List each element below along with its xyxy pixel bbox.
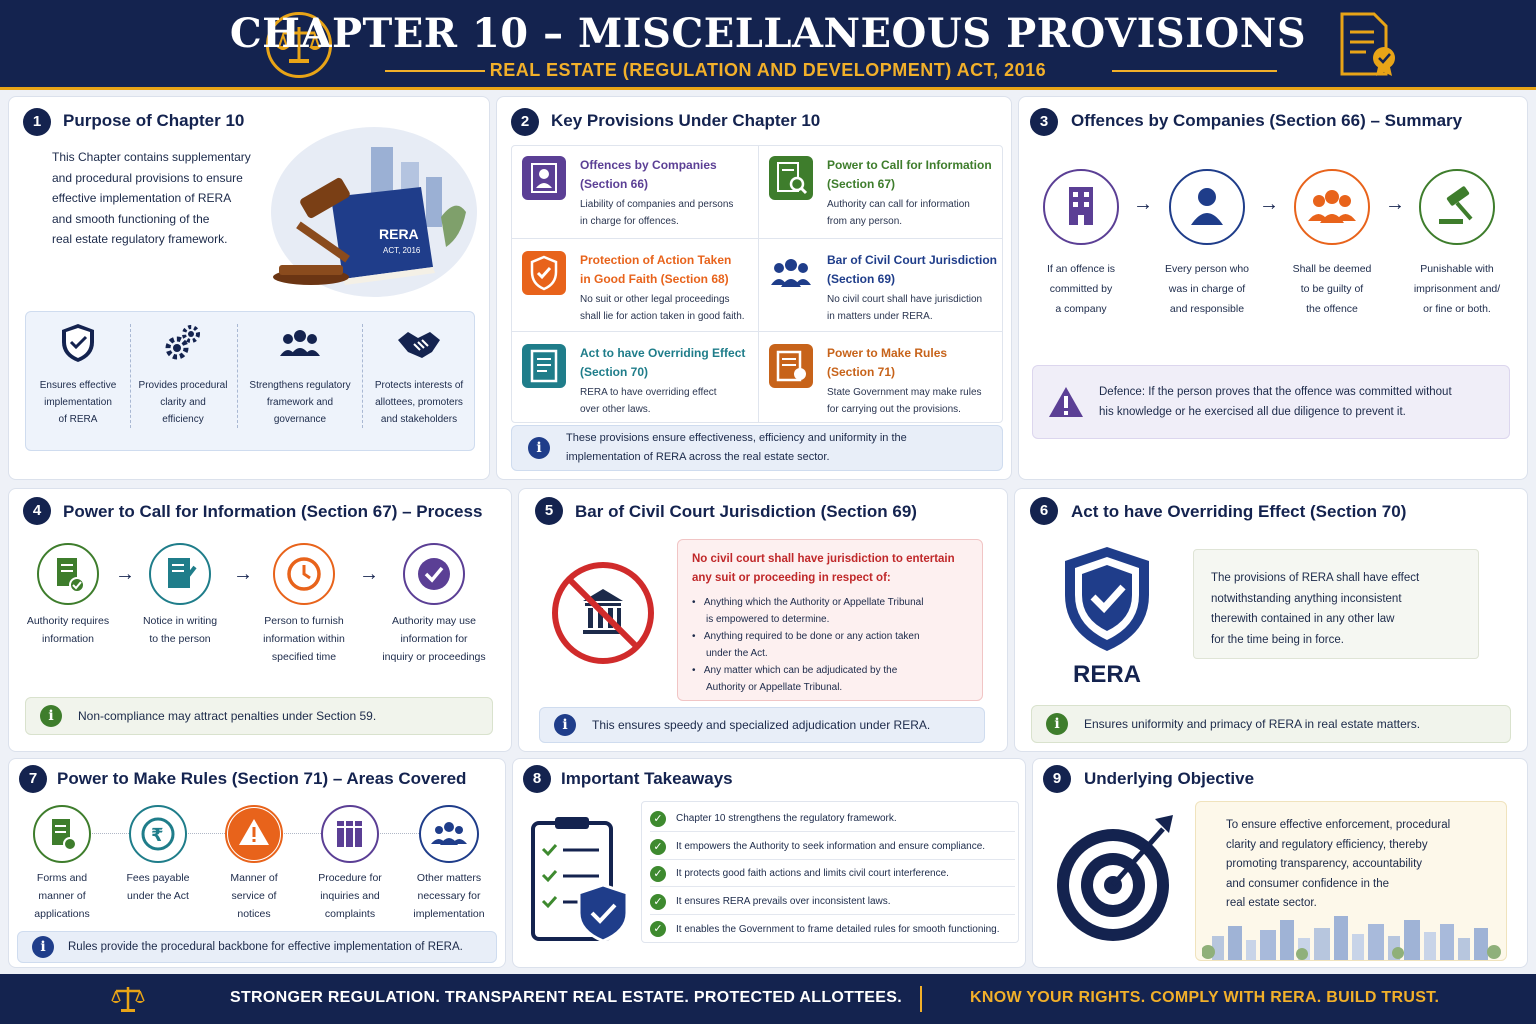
provisions-note: i These provisions ensure effectiveness, efficiency and uniformity in the implementation of RERA across the real estate sector. — [511, 425, 1003, 471]
section-title: Bar of Civil Court Jurisdiction (Section 69) — [575, 502, 917, 521]
takeaway-item: ✓ Chapter 10 strengthens the regulatory framework. — [650, 806, 1015, 832]
section-title: Important Takeaways — [561, 769, 733, 788]
svg-text:RERA: RERA — [379, 226, 419, 242]
check-icon: ✓ — [650, 921, 666, 937]
arrow-icon: → — [359, 563, 379, 585]
gavel-icon — [1419, 169, 1495, 245]
jurisdiction-box: No civil court shall have jurisdiction to entertain any suit or proceeding in respect of: • Anything which the Authority or Appellate Tribunal is empowered to determine. • Anything required to be done or any action taken under the Act. • Any matter which can be adjudicated by the Authority or Appellate Tribunal. — [677, 539, 983, 701]
purpose-text: This Chapter contains supplementary and procedural provisions to ensure effective implementation of RERA and smooth functioning of the real estate regulatory framework. — [52, 150, 251, 246]
step-text: Notice in writing to the person — [142, 615, 218, 645]
step-text: If an offence is committed by a company — [1046, 263, 1116, 315]
provision-civil-court: Bar of Civil Court Jurisdiction (Section 69) No civil court shall have jurisdiction in matters under RERA. — [759, 241, 1006, 331]
form-icon — [33, 805, 91, 863]
section-number: 7 — [19, 765, 47, 793]
adjudication-note: i This ensures speedy and specialized adjudication under RERA. — [539, 707, 985, 743]
step-text: Authority may use information for inquiry or proceedings — [382, 615, 486, 663]
rules-document-icon — [769, 344, 813, 388]
check-circle-icon — [403, 543, 465, 605]
step-text: Every person who was in charge of and responsible — [1164, 263, 1250, 315]
provision-overriding-effect: Act to have Overriding Effect (Section 70) RERA to have overriding effect over other laws. — [512, 334, 759, 424]
gears-icon — [163, 322, 203, 364]
section-title: Act to have Overriding Effect (Section 70) — [1071, 502, 1407, 521]
info-icon: i — [40, 705, 62, 727]
arrow-icon: → — [233, 563, 253, 585]
document-check-icon — [37, 543, 99, 605]
objective-box: To ensure effective enforcement, procedural clarity and regulatory efficiency, thereby promoting transparency, accountability and consumer confidence in the real estate sector. — [1195, 801, 1507, 961]
rera-book-illustration — [271, 127, 477, 297]
provision-good-faith: Protection of Action Taken in Good Faith (Section 68) No suit or other legal proceedings shall lie for action taken in good faith. — [512, 241, 759, 331]
section-offences-summary — [1018, 96, 1528, 480]
feature-item: Protects interests of allottees, promoters and stakeholders — [363, 322, 475, 428]
rules-note: i Rules provide the procedural backbone for effective implementation of RERA. — [17, 931, 497, 963]
clock-icon — [273, 543, 335, 605]
takeaway-item: ✓ It empowers the Authority to seek information and ensure compliance. — [650, 834, 1015, 860]
info-icon: i — [554, 714, 576, 736]
takeaway-item: ✓ It ensures RERA prevails over inconsistent laws. — [650, 889, 1015, 915]
shield-check-icon — [1059, 545, 1155, 655]
check-icon: ✓ — [650, 811, 666, 827]
rule-area-text: Fees payable under the Act — [126, 872, 190, 902]
no-court-icon — [549, 559, 657, 667]
takeaway-item: ✓ It enables the Government to frame detailed rules for smooth functioning. — [650, 916, 1015, 942]
rule-area-text: Forms and manner of applications — [34, 872, 90, 920]
building-icon — [1043, 169, 1119, 245]
footer-tagline-left: STRONGER REGULATION. TRANSPARENT REAL ESTATE. PROTECTED ALLOTTEES. — [230, 989, 902, 1006]
shield-check-icon — [58, 322, 98, 364]
person-icon — [1169, 169, 1245, 245]
section-key-provisions — [496, 96, 1012, 480]
shield-good-faith-icon — [522, 251, 566, 295]
primacy-note: i Ensures uniformity and primacy of RERA in real estate matters. — [1031, 705, 1511, 743]
company-person-icon — [522, 156, 566, 200]
arrow-icon: → — [1133, 193, 1153, 215]
section-title: Power to Call for Information (Section 67) – Process — [63, 502, 483, 521]
header — [0, 0, 1536, 90]
section-objective — [1032, 758, 1528, 968]
info-icon: i — [528, 437, 550, 459]
arrow-icon: → — [115, 563, 135, 585]
step-text: Authority requires information — [26, 615, 110, 645]
step-text: Punishable with imprisonment and/ or fine or both. — [1413, 263, 1501, 315]
section-number: 4 — [23, 497, 51, 525]
city-skyline-icon — [1202, 906, 1502, 960]
check-icon: ✓ — [650, 839, 666, 855]
section-title: Underlying Objective — [1084, 769, 1255, 788]
page-title: CHAPTER 10 – MISCELLANEOUS PROVISIONS — [229, 10, 1307, 57]
rule-area-text: Procedure for inquiries and complaints — [318, 872, 382, 920]
group-icon — [1294, 169, 1370, 245]
feature-item: Provides procedural clarity and efficiency — [131, 322, 235, 428]
document-search-icon — [769, 156, 813, 200]
purpose-features — [25, 311, 475, 451]
jurisdiction-list: • Anything which the Authority or Appellate Tribunal is empowered to determine. • Anything required to be done or any action taken under the Act. • Any matter which can be adjudicated by the Authority or Appellate Tribunal. — [692, 597, 924, 693]
footer-divider — [920, 986, 922, 1012]
section-number: 6 — [1030, 497, 1058, 525]
notice-writing-icon — [149, 543, 211, 605]
section-number: 9 — [1043, 765, 1071, 793]
info-icon: i — [32, 936, 54, 958]
section-number: 1 — [23, 108, 51, 136]
people-icon — [419, 805, 479, 863]
info-icon: i — [1046, 713, 1068, 735]
arrow-icon: → — [1259, 193, 1279, 215]
rupee-icon — [129, 805, 187, 863]
section-number: 2 — [511, 108, 539, 136]
feature-item: Ensures effective implementation of RERA — [26, 322, 130, 428]
warning-icon — [225, 805, 283, 863]
page-subtitle: REAL ESTATE (REGULATION AND DEVELOPMENT) ACT, 2016 — [489, 60, 1047, 80]
people-icon — [769, 251, 813, 295]
section-purpose — [8, 96, 490, 480]
provision-make-rules: Power to Make Rules (Section 71) State Government may make rules for carrying out the provisions. — [759, 334, 1006, 424]
footer — [0, 974, 1536, 1024]
footer-tagline-right: KNOW YOUR RIGHTS. COMPLY WITH RERA. BUILD TRUST. — [970, 989, 1440, 1006]
section-number: 3 — [1030, 108, 1058, 136]
section-title: Power to Make Rules (Section 71) – Areas Covered — [57, 769, 467, 788]
svg-text:₹: ₹ — [151, 825, 164, 846]
warning-icon — [1047, 385, 1085, 419]
section-title: Offences by Companies (Section 66) – Summary — [1071, 111, 1463, 130]
book-icon — [522, 344, 566, 388]
section-call-information — [8, 488, 512, 752]
scales-of-justice-icon — [110, 983, 146, 1015]
step-text: Person to furnish information within specified time — [263, 615, 345, 663]
binders-icon — [321, 805, 379, 863]
target-icon — [1051, 807, 1181, 947]
svg-text:ACT, 2016: ACT, 2016 — [383, 246, 421, 255]
provision-call-information: Power to Call for Information (Section 67) Authority can call for information from any person. — [759, 146, 1006, 236]
rule-area-text: Other matters necessary for implementation — [413, 872, 485, 920]
check-icon: ✓ — [650, 894, 666, 910]
rule-area-text: Manner of service of notices — [230, 872, 278, 920]
section-title: Purpose of Chapter 10 — [63, 111, 245, 130]
section-number: 8 — [523, 765, 551, 793]
overriding-text: The provisions of RERA shall have effect notwithstanding anything inconsistent therewith contained in any other law for the time being in force. — [1193, 549, 1479, 659]
check-icon: ✓ — [650, 866, 666, 882]
section-civil-court — [518, 488, 1008, 752]
title-rule-right — [1112, 70, 1277, 72]
section-title: Key Provisions Under Chapter 10 — [551, 111, 821, 130]
checklist-shield-icon — [529, 815, 633, 945]
provisions-grid — [511, 145, 1003, 423]
section-overriding-effect — [1014, 488, 1528, 752]
people-group-icon — [278, 322, 322, 364]
handshake-icon — [396, 322, 442, 364]
step-text: Shall be deemed to be guilty of the offence — [1292, 263, 1372, 315]
certificate-document-icon — [1338, 12, 1400, 78]
section-number: 5 — [535, 497, 563, 525]
arrow-icon: → — [1385, 193, 1405, 215]
rera-label: RERA — [1072, 661, 1141, 688]
takeaway-item: ✓ It protects good faith actions and limits civil court interference. — [650, 861, 1015, 887]
compliance-note: i Non-compliance may attract penalties under Section 59. — [25, 697, 493, 735]
section-make-rules — [8, 758, 506, 968]
feature-item: Strengthens regulatory framework and governance — [238, 322, 362, 428]
provision-offences-companies: Offences by Companies (Section 66) Liability of companies and persons in charge for offences. — [512, 146, 759, 236]
defence-note: Defence: If the person proves that the offence was committed without his knowledge or he exercised all due diligence to prevent it. — [1032, 365, 1510, 439]
